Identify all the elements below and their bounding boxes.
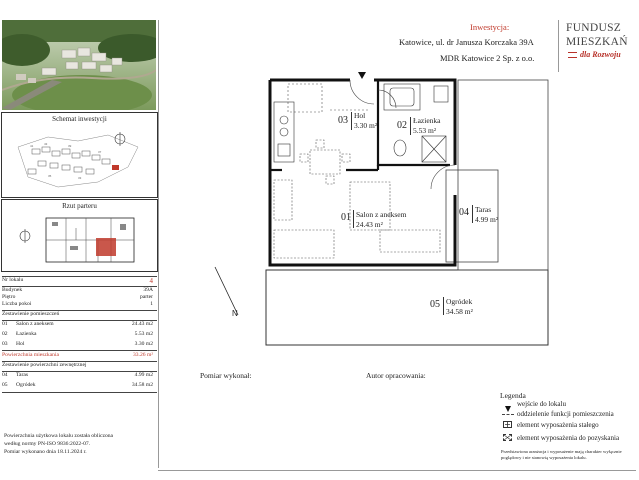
legend-disclaimer: Przedstawiona aranżacja i wyposażenie mają charakter wyłącznie poglądowy i nie stanowią wyposażenia lokalu. (501, 449, 622, 460)
author-label: Autor opracowania: (366, 371, 426, 380)
brand-line-1: FUNDUSZ (566, 22, 622, 34)
site-scheme-map (8, 127, 150, 195)
dashed-line-icon (502, 414, 514, 415)
compass-letter: N (232, 309, 238, 318)
bathroom-door-swing (378, 90, 396, 108)
entrance-door-swing (350, 80, 374, 104)
rooms-title: Zestawienie pomieszczeń (2, 311, 60, 317)
info-row: Liczba pokoi 1 (2, 301, 153, 307)
investment-address: Katowice, ul. dr Janusza Korczaka 39A (399, 37, 534, 47)
room-name-05: Ogródek (446, 297, 473, 306)
brand-line-3: dla Rozwoju (580, 50, 621, 59)
living-furniture (274, 180, 440, 258)
svg-text:41: 41 (30, 144, 34, 148)
info-row: Budynek 39A (2, 287, 153, 293)
column-divider (158, 20, 159, 468)
ground-floor-scheme (16, 212, 146, 268)
investment-scheme (1, 112, 158, 198)
garden-outline (266, 270, 548, 345)
investor-label: Inwestycja: (470, 22, 510, 32)
room-name-02: Łazienka (413, 116, 441, 125)
floor-title: Rzut parteru (62, 202, 97, 210)
legend-item-entrance: wejście do lokalu (517, 400, 566, 408)
usable-area-row: Powierzchnia mieszkania 33.26 m² (2, 352, 153, 358)
dining-set (300, 140, 350, 184)
aerial-photo (2, 20, 156, 110)
room-num-02: 02 (397, 120, 407, 131)
header-divider (558, 20, 559, 72)
label-separator (410, 117, 411, 135)
company-name: MDR Katowice 2 Sp. z o.o. (440, 53, 535, 63)
room-num-05: 05 (430, 299, 440, 310)
label-separator (351, 112, 352, 130)
aerial-photo-illustration (2, 20, 156, 110)
room-area-04: 4.99 m² (475, 215, 499, 224)
measured-by-label: Pomiar wykonał: (200, 371, 252, 380)
fixed-equipment-icon (503, 421, 512, 428)
legend-item-fixed: element wyposażenia stałego (517, 421, 599, 429)
outdoor-row: 04 Taras 4.99 m2 (2, 372, 153, 378)
apartment-number: 4 (149, 277, 153, 285)
entrance-arrow-icon (358, 72, 366, 79)
room-area-01: 24.43 m² (356, 220, 383, 229)
label-separator (353, 210, 354, 228)
room-name-03: Hol (354, 111, 366, 120)
area-footnote: Powierzchnia użytkowa lokalu została obliczona według normy PN-ISO 9836:2022-07. Pomiar wykonano dnia 18.11.2024 r. (4, 433, 114, 455)
optional-equipment-icon (503, 434, 512, 441)
label-separator (443, 297, 444, 315)
room-area-05: 34.58 m² (446, 307, 473, 316)
svg-text:33: 33 (78, 176, 82, 180)
info-row: Piętro parter (2, 294, 153, 300)
room-row: 03 Hol 3.30 m2 (2, 341, 153, 347)
legend-title: Legenda (500, 391, 526, 400)
floor-plan-overview (1, 199, 158, 272)
brand-arrow-icon (568, 52, 577, 58)
svg-text:37: 37 (98, 150, 102, 154)
brand-line-2: MIESZKAŃ (566, 36, 628, 48)
legend-item-optional: element wyposażenia do pozyskania (517, 434, 620, 442)
legend-item-divider: oddzielenie funkcji pomieszczenia (517, 410, 614, 418)
outdoor-row: 05 Ogródek 34.58 m2 (2, 382, 153, 388)
bottom-rule (158, 470, 636, 471)
room-row: 01 Salon z aneksem 24.43 m2 (2, 321, 153, 327)
scheme-title: Schemat inwestycji (52, 115, 107, 123)
room-num-01: 01 (341, 212, 351, 223)
room-area-02: 5.53 m² (413, 126, 437, 135)
entrance-arrow-icon (502, 400, 514, 408)
svg-text:35: 35 (48, 174, 52, 178)
outdoor-title: Zestawienie powierzchni zewnętrznej (2, 362, 87, 368)
compass-icon (215, 267, 238, 315)
apartment-info-table (2, 276, 157, 466)
room-name-04: Taras (475, 205, 492, 214)
room-name-01: Salon z aneksem (356, 210, 407, 219)
room-num-03: 03 (338, 115, 348, 126)
room-num-04: 04 (459, 207, 469, 218)
brand-logo (566, 22, 636, 59)
label-separator (472, 205, 473, 223)
info-row: Nr lokalu 4 (2, 277, 153, 285)
room-row: 02 Łazienka 5.53 m2 (2, 331, 153, 337)
apartment-walls (270, 80, 455, 265)
svg-text:39: 39 (68, 144, 72, 148)
svg-text:43: 43 (44, 142, 48, 146)
kitchen-counter (274, 102, 294, 162)
room-area-03: 3.30 m² (354, 121, 378, 130)
